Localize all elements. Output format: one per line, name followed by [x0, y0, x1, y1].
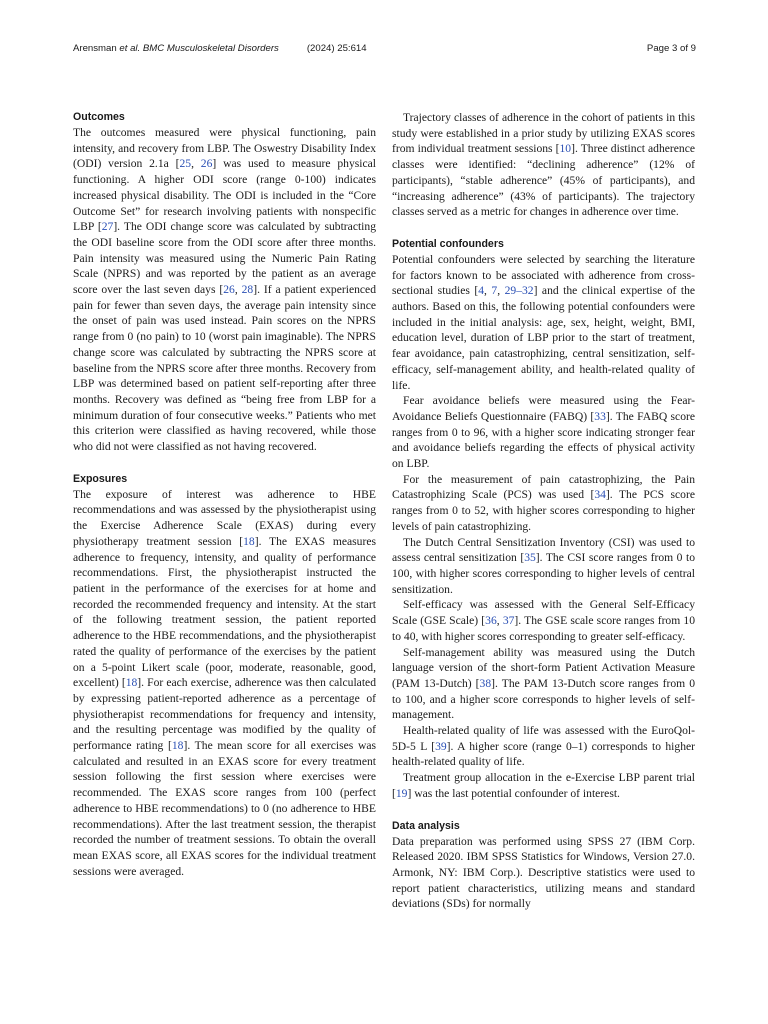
page-number: Page 3 of 9 — [646, 43, 696, 54]
csi-paragraph: The Dutch Central Sensitization Inventory (CSI) was used to assess central sensitization [35]. The CSI score ranges from 0 to 100, with higher scores corresponding to higher levels of central sensitization. — [392, 535, 695, 596]
gse-paragraph: Self-efficacy was assessed with the General Self-Efficacy Scale (GSE Scale) [36, 37]. The GSE scale score ranges from 10 to 40, with higher scores corresponding to greater self-efficacy. — [392, 598, 695, 643]
ref-link[interactable]: 39 — [435, 739, 447, 753]
ref-link[interactable]: 29–32 — [504, 284, 534, 298]
ref-link[interactable]: 18 — [171, 739, 184, 753]
page-header — [73, 43, 696, 57]
pam-paragraph: Self-management ability was measured using the Dutch language version of the short-form Patient Activation Measure (PAM 13-Dutch) [38]. The PAM 13-Dutch score ranges from 0 to 100, and a higher score corresponds to higher levels of self-management. — [392, 645, 695, 722]
trajectory-paragraph: Trajectory classes of adherence in the cohort of patients in this study were established in a prior study by utilizing EXAS scores from individual treatment sessions [10]. Three distinct adherence classes were identified: “declining adherence” (12% of participants), “stable adherence” (45% of participants), and “increasing adherence” (43% of participants). The trajectory classes served as a metric for changes in adherence over time. — [392, 111, 695, 219]
ref-link[interactable]: 34 — [594, 488, 606, 502]
analysis-heading: Data analysis — [392, 819, 460, 832]
outcomes-paragraph: The outcomes measured were physical functioning, pain intensity, and recovery from LBP. The Oswestry Disability Index (ODI) version 2.1a [25, 26] was used to measure physical functioning. A higher ODI score (range 0-100) indicates increased physical disability. The ODI is included in the “Core Outcome Set” for research involving patients with nonspecific LBP [27]. The ODI change score was calculated by subtracting the ODI baseline score from the ODI score after three months. Pain intensity was measured using the Numeric Pain Rating Scale (NPRS) and was reported by the patient as an average score over the last seven days [26, 28]. If a patient experienced pain for fewer than seven days, the average pain intensity since the onset of pain was used instead. Pain scores on the NPRS range from 0 (no pain) to 10 (worst pain imaginable). The NPRS change score was calculated by subtracting the NPRS score at baseline from the NPRS score after three months. Recovery from LBP was determined based on patient self-reporting after three months. Recovery was defined as “being free from LBP for a minimum duration of four consecutive weeks.” Patients who met this criterion were classified as having recovered, while those who did not were classified as not having recovered. — [73, 126, 376, 454]
ref-link[interactable]: 7 — [491, 284, 498, 298]
ref-link[interactable]: 18 — [243, 534, 255, 548]
header-et-al: et al. — [119, 43, 141, 54]
pcs-paragraph: For the measurement of pain catastrophizing, the Pain Catastrophizing Scale (PCS) was used [34]. The PCS score ranges from 0 to 52, with higher scores corresponding to higher levels of pain catastrophizing. — [392, 472, 695, 533]
confounders-heading: Potential confounders — [392, 237, 504, 250]
ref-link[interactable]: 38 — [479, 676, 492, 690]
outcomes-heading: Outcomes — [73, 111, 125, 123]
exposures-heading: Exposures — [73, 472, 128, 485]
ref-link[interactable]: 37 — [502, 614, 515, 628]
ref-link[interactable]: 36 — [485, 614, 497, 628]
header-citation: (2024) 25:614 — [306, 43, 367, 54]
ref-link[interactable]: 25 — [179, 157, 192, 171]
header-journal: BMC Musculoskeletal Disorders — [142, 43, 279, 54]
left-column — [73, 110, 376, 879]
ref-link[interactable]: 33 — [594, 409, 606, 423]
ref-link[interactable]: 18 — [125, 676, 138, 690]
analysis-paragraph: Data preparation was performed using SPSS 27 (IBM Corp. Released 2020. IBM SPSS Statistics for Windows, Version 27.0. Armonk, NY: IBM Corp.). Descriptive statistics were used to report patient characteristics, utilizing means and standard deviations (SDs) for normally — [392, 834, 695, 911]
ref-link[interactable]: 10 — [559, 142, 572, 156]
running-head — [73, 43, 367, 54]
header-authors: Arensman — [73, 43, 117, 54]
ref-link[interactable]: 26 — [223, 283, 235, 297]
exposures-paragraph: The exposure of interest was adherence to HBE recommendations and was assessed by the physiotherapist using the Exercise Adherence Scale (EXAS) during every physiotherapy treatment session [18]. The EXAS measures adherence to frequency, intensity, and quality of performance recommendations. First, the physiotherapist instructed the patient in the performance of the exercises for at home and recorded the recommended frequency and intensity. At the start of the following treatment session, the patient reported adherence to the HBE recommendations, and the physiotherapist rated the quality of performance of the exercises by the patient on a 5-point Likert scale (poor, moderate, reasonable, good, excellent) [18]. For each exercise, adherence was then calculated by expressing patient-reported adherence as a percentage of physiotherapist recommendations for frequency and intensity, and the resulting percentage was modified by the quality of performance rating [18]. The mean score for all exercises was calculated and resulted in an EXAS score for every treatment session following the first session where exercises were recommended. The EXAS score ranges from 100 (perfect adherence to HBE recommendations) to 0 (no adherence to HBE recommendations). After the last treatment session, the therapist recorded the number of treatment sessions. To obtain the overall mean EXAS score, all EXAS scores for the individual treatment sessions were averaged. — [73, 487, 377, 878]
fabq-paragraph: Fear avoidance beliefs were measured using the Fear-Avoidance Beliefs Questionnaire (FABQ) [33]. The FABQ score ranges from 0 to 96, with a higher score indicating stronger fear and avoidance beliefs regarding the effects of physical activity on LBP. — [392, 394, 695, 471]
ref-link[interactable]: 19 — [395, 786, 408, 800]
ref-link[interactable]: 26 — [200, 157, 213, 171]
confounders-paragraph: Potential confounders were selected by searching the literature for factors known to be associated with adherence from cross-sectional studies [4, 7, 29–32] and the clinical expertise of the authors. Based on this, the following potential confounders were included in the initial analysis: age, sex, height, weight, BMI, education level, duration of LBP prior to the start of treatment, fear avoidance, pain catastrophizing, central sensitization, self-efficacy, self-management ability, and health-related quality of life. — [392, 252, 696, 392]
right-column — [392, 110, 695, 912]
ref-link[interactable]: 4 — [478, 284, 485, 298]
eq5d-paragraph: Health-related quality of life was assessed with the EuroQol-5D-5 L [39]. A higher score (range 0–1) corresponds to higher health-related quality of life. — [392, 724, 695, 769]
ref-link[interactable]: 28 — [241, 283, 254, 297]
ref-link[interactable]: 35 — [524, 551, 536, 565]
group-paragraph: Treatment group allocation in the e-Exercise LBP parent trial [19] was the last potential confounder of interest. — [392, 771, 695, 800]
ref-link[interactable]: 27 — [101, 220, 114, 234]
